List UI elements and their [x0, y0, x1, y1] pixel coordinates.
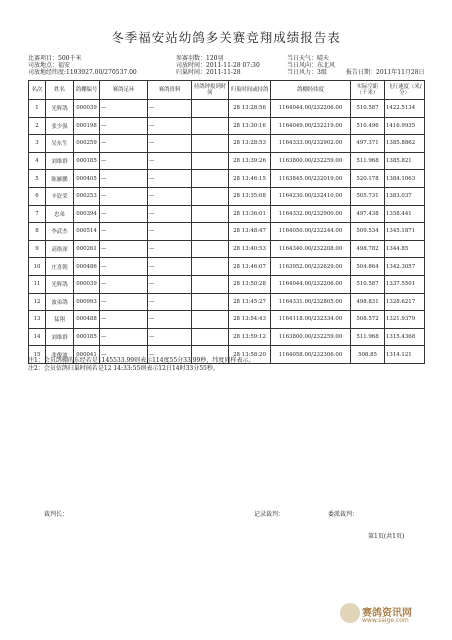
- cell-name: 光辉鸽: [46, 100, 74, 118]
- cell-rank: 5: [29, 170, 46, 188]
- cell-return-time: 28 13:39:26: [229, 152, 271, 170]
- header-pigeon: 赛鸽资料: [148, 81, 192, 100]
- cell-rank: 11: [29, 275, 46, 293]
- meta-venue: 司放地点：福安: [28, 62, 71, 69]
- cell-name: 刘维群: [46, 152, 74, 170]
- cell-distance: 497.438: [351, 205, 385, 223]
- cell-pigeon: —: [148, 311, 192, 329]
- cell-name: 忠弟: [46, 205, 74, 223]
- cell-clock: [192, 275, 229, 293]
- meta-wind-dir: 当日风向：东北风: [287, 62, 336, 69]
- cell-name: 波弟鸽: [46, 293, 74, 311]
- sig-referee: 裁判长：: [44, 511, 69, 518]
- cell-clock: [192, 117, 229, 135]
- cell-pigeon: —: [148, 240, 192, 258]
- cell-loft: 000185: [74, 152, 100, 170]
- cell-coords: 1164230.00/232410.00: [271, 187, 351, 205]
- cell-clock: [192, 100, 229, 118]
- cell-speed: 1384.1063: [385, 170, 425, 188]
- cell-coords: 1164049.00/232219.00: [271, 117, 351, 135]
- header-rank: 名次: [29, 81, 46, 100]
- cell-speed: 1321.9379: [385, 311, 425, 329]
- cell-rank: 15: [29, 346, 46, 364]
- cell-coords: 1164340.00/232208.00: [271, 240, 351, 258]
- cell-loft: 000486: [74, 258, 100, 276]
- cell-ring: —: [100, 258, 148, 276]
- page-indicator: 第1页(共1页): [368, 533, 405, 540]
- cell-rank: 7: [29, 205, 46, 223]
- cell-ring: —: [100, 223, 148, 241]
- cell-rank: 10: [29, 258, 46, 276]
- cell-distance: 498.782: [351, 240, 385, 258]
- cell-pigeon: —: [148, 258, 192, 276]
- watermark-logo-icon: [340, 603, 360, 623]
- cell-coords: 1164333.00/232902.00: [271, 135, 351, 153]
- cell-rank: 1: [29, 100, 46, 118]
- cell-name: 张俊波: [46, 346, 74, 364]
- cell-loft: 000394: [74, 205, 100, 223]
- cell-return-time: 28 13:46:15: [229, 170, 271, 188]
- cell-name: 陈雁鹏: [46, 170, 74, 188]
- cell-loft: 000514: [74, 223, 100, 241]
- sig-recorder: 记录裁判：: [254, 511, 285, 518]
- cell-ring: —: [100, 311, 148, 329]
- cell-name: 高焕深: [46, 240, 74, 258]
- cell-return-time: 28 13:50:28: [229, 275, 271, 293]
- cell-rank: 9: [29, 240, 46, 258]
- header-return: 归巢时间或持鸽: [229, 81, 271, 100]
- cell-name: 李武杰: [46, 223, 74, 241]
- cell-distance: 498.831: [351, 293, 385, 311]
- cell-coords: 1164118.00/232334.00: [271, 311, 351, 329]
- cell-coords: 1163952.00/232629.00: [271, 258, 351, 276]
- cell-coords: 1164331.00/232805.00: [271, 293, 351, 311]
- header-name: 姓名: [46, 81, 74, 100]
- cell-speed: 1416.9935: [385, 117, 425, 135]
- cell-rank: 4: [29, 152, 46, 170]
- cell-return-time: 28 13:28:53: [229, 135, 271, 153]
- cell-ring: —: [100, 328, 148, 346]
- cell-pigeon: —: [148, 223, 192, 241]
- cell-distance: 511.968: [351, 152, 385, 170]
- cell-speed: 1422.5134: [385, 100, 425, 118]
- cell-speed: 1337.5501: [385, 275, 425, 293]
- cell-loft: 000993: [74, 293, 100, 311]
- cell-distance: 510.587: [351, 100, 385, 118]
- results-table: [28, 80, 425, 364]
- cell-speed: 1328.6217: [385, 293, 425, 311]
- table-row: [29, 275, 425, 293]
- cell-ring: —: [100, 275, 148, 293]
- cell-pigeon: —: [148, 205, 192, 223]
- cell-distance: 508.85: [351, 346, 385, 364]
- note-2: 注2：会员信鸽归巢时间若是12 14:33:55则表示12日14时33分55秒。: [28, 365, 219, 372]
- cell-name: 庄喜朝: [46, 258, 74, 276]
- cell-pigeon: —: [148, 117, 192, 135]
- table-row: [29, 328, 425, 346]
- cell-coords: 1164058.00/232306.00: [271, 346, 351, 364]
- cell-coords: 1164044.00/232206.00: [271, 100, 351, 118]
- cell-ring: —: [100, 100, 148, 118]
- meta-release-time: 司放时间：2011-11-28 07:30: [176, 62, 260, 69]
- cell-ring: —: [100, 187, 148, 205]
- cell-name: 吴东生: [46, 135, 74, 153]
- cell-return-time: 28 13:59:12: [229, 328, 271, 346]
- table-row: [29, 223, 425, 241]
- cell-clock: [192, 223, 229, 241]
- cell-distance: 504.864: [351, 258, 385, 276]
- cell-pigeon: —: [148, 293, 192, 311]
- cell-distance: 511.968: [351, 328, 385, 346]
- table-row: [29, 152, 425, 170]
- table-row: [29, 100, 425, 118]
- cell-speed: 1383.037: [385, 187, 425, 205]
- table-row: [29, 240, 425, 258]
- cell-loft: 000198: [74, 117, 100, 135]
- cell-distance: 505.731: [351, 187, 385, 205]
- table-row: [29, 311, 425, 329]
- cell-clock: [192, 258, 229, 276]
- cell-name: 张少强: [46, 117, 74, 135]
- cell-distance: 508.572: [351, 311, 385, 329]
- watermark-text: 赛鸽资讯网: [362, 608, 412, 619]
- table-row: [29, 117, 425, 135]
- report-title: 冬季福安站幼鸽多关赛竞翔成绩报告表: [111, 30, 341, 45]
- cell-pigeon: —: [148, 328, 192, 346]
- cell-loft: 000185: [74, 328, 100, 346]
- cell-ring: —: [100, 117, 148, 135]
- cell-speed: 1315.4368: [385, 328, 425, 346]
- cell-return-time: 28 13:58:20: [229, 346, 271, 364]
- cell-loft: 000405: [74, 170, 100, 188]
- cell-name: 光辉鸽: [46, 275, 74, 293]
- cell-ring: —: [100, 135, 148, 153]
- cell-loft: 000253: [74, 187, 100, 205]
- cell-speed: 1385.821: [385, 152, 425, 170]
- cell-return-time: 28 13:30:16: [229, 117, 271, 135]
- cell-loft: 000259: [74, 135, 100, 153]
- cell-distance: 510.587: [351, 275, 385, 293]
- cell-coords: 1163845.00/232019.00: [271, 170, 351, 188]
- cell-return-time: 28 13:40:53: [229, 240, 271, 258]
- cell-distance: 497.371: [351, 135, 385, 153]
- meta-total: 参赛羽数：120羽: [176, 55, 224, 62]
- table-row: [29, 135, 425, 153]
- note-1: 注1：会员鸽棚的东经若是1145533.99则表示114度55分33.99秒，纬度同样表示。: [28, 357, 255, 364]
- cell-clock: [192, 293, 229, 311]
- cell-loft: 000039: [74, 100, 100, 118]
- cell-speed: 1385.8862: [385, 135, 425, 153]
- cell-loft: 000041: [74, 346, 100, 364]
- cell-speed: 1342.3057: [385, 258, 425, 276]
- cell-distance: 509.534: [351, 223, 385, 241]
- cell-ring: —: [100, 346, 148, 364]
- cell-pigeon: —: [148, 275, 192, 293]
- cell-speed: 1358.441: [385, 205, 425, 223]
- cell-speed: 1344.85: [385, 240, 425, 258]
- cell-loft: 000488: [74, 311, 100, 329]
- header-distance: 实际空距（千米）: [351, 81, 385, 100]
- cell-clock: [192, 205, 229, 223]
- cell-clock: [192, 135, 229, 153]
- cell-return-time: 28 13:36:01: [229, 205, 271, 223]
- table-row: [29, 293, 425, 311]
- header-loft-no: 鸽棚编号: [74, 81, 100, 100]
- cell-return-time: 28 13:48:47: [229, 223, 271, 241]
- cell-name: 猛翔: [46, 311, 74, 329]
- cell-ring: —: [100, 152, 148, 170]
- cell-speed: 1314.121: [385, 346, 425, 364]
- cell-rank: 6: [29, 187, 46, 205]
- cell-coords: 1164044.00/232206.00: [271, 275, 351, 293]
- cell-rank: 8: [29, 223, 46, 241]
- cell-loft: 000261: [74, 240, 100, 258]
- cell-ring: —: [100, 205, 148, 223]
- meta-report-date: 报告日期：2011年11月28日: [346, 69, 425, 76]
- cell-pigeon: —: [148, 100, 192, 118]
- watermark-url: www.saige.com: [362, 617, 409, 624]
- cell-loft: 000039: [74, 275, 100, 293]
- sig-delegated: 委派裁判：: [328, 511, 359, 518]
- cell-coords: 1163800.00/232259.00: [271, 152, 351, 170]
- header-ring: 赛鸽足环: [100, 81, 148, 100]
- meta-distance: 比赛项目：500千米: [28, 55, 82, 62]
- cell-return-time: 28 13:46:07: [229, 258, 271, 276]
- cell-pigeon: —: [148, 346, 192, 364]
- cell-clock: [192, 152, 229, 170]
- header-loft-coords: 鸽棚经纬度: [271, 81, 351, 100]
- cell-ring: —: [100, 170, 148, 188]
- meta-coords: 司放地经纬度:1193927.00/270537.00: [28, 69, 137, 76]
- cell-clock: [192, 187, 229, 205]
- cell-return-time: 28 13:54:43: [229, 311, 271, 329]
- cell-ring: —: [100, 240, 148, 258]
- cell-pigeon: —: [148, 135, 192, 153]
- header-speed: 飞行速度（米/分）: [385, 81, 425, 100]
- cell-coords: 1163800.00/232259.00: [271, 328, 351, 346]
- cell-rank: 14: [29, 328, 46, 346]
- cell-clock: [192, 328, 229, 346]
- table-header-row: [29, 81, 425, 100]
- cell-return-time: 28 13:45:27: [229, 293, 271, 311]
- table-row: [29, 258, 425, 276]
- header-clock-time: 持鸽钟报到时间: [192, 81, 229, 100]
- cell-pigeon: —: [148, 152, 192, 170]
- cell-rank: 13: [29, 311, 46, 329]
- meta-weather: 当日天气：晴天: [287, 55, 330, 62]
- table-row: [29, 170, 425, 188]
- table-row: [29, 187, 425, 205]
- cell-coords: 1164332.00/232900.00: [271, 205, 351, 223]
- cell-rank: 12: [29, 293, 46, 311]
- cell-distance: 520.178: [351, 170, 385, 188]
- cell-clock: [192, 311, 229, 329]
- cell-coords: 1164050.00/232244.00: [271, 223, 351, 241]
- table-row: [29, 205, 425, 223]
- cell-rank: 2: [29, 117, 46, 135]
- watermark: [340, 603, 440, 631]
- cell-distance: 510.496: [351, 117, 385, 135]
- cell-return-time: 28 13:28:56: [229, 100, 271, 118]
- cell-rank: 3: [29, 135, 46, 153]
- cell-name: 辛钦荣: [46, 187, 74, 205]
- meta-return-time: 归巢时间：2011-11-28: [176, 69, 241, 76]
- cell-name: 刘维群: [46, 328, 74, 346]
- cell-speed: 1345.1871: [385, 223, 425, 241]
- cell-pigeon: —: [148, 170, 192, 188]
- cell-return-time: 28 13:35:08: [229, 187, 271, 205]
- cell-clock: [192, 240, 229, 258]
- cell-clock: [192, 170, 229, 188]
- cell-ring: —: [100, 293, 148, 311]
- cell-pigeon: —: [148, 187, 192, 205]
- meta-wind-force: 当日风力：3级: [287, 69, 327, 76]
